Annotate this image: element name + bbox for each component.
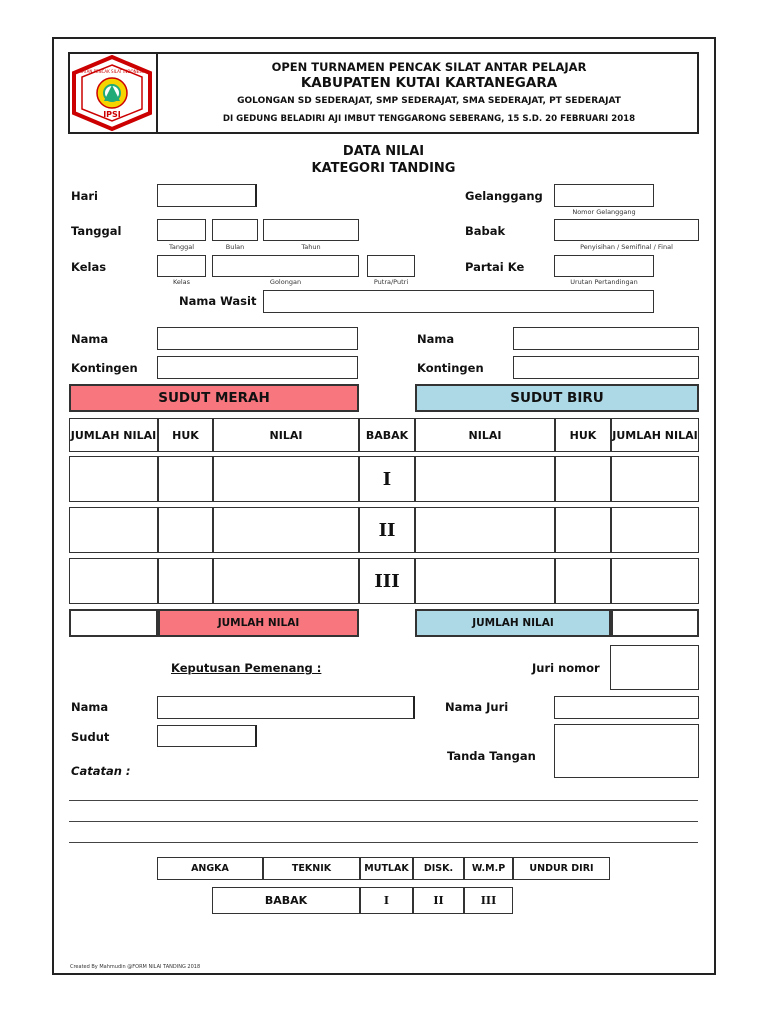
- svg-text:IPSI: IPSI: [103, 110, 121, 119]
- legend-wmp: W.M.P: [464, 857, 513, 880]
- red-jumlah-r1[interactable]: [69, 456, 158, 502]
- round-label-3: III: [359, 558, 415, 604]
- blue-nilai-r3[interactable]: [415, 558, 555, 604]
- sudut-label: Sudut: [71, 730, 110, 744]
- ipsi-logo: [68, 52, 158, 134]
- tanda-tangan-field[interactable]: [554, 724, 699, 778]
- babak-label: Babak: [465, 224, 506, 238]
- catatan-line-2[interactable]: [69, 821, 698, 822]
- blue-kontingen-field[interactable]: [513, 356, 699, 379]
- red-huk-r1[interactable]: [158, 456, 213, 502]
- title-data-nilai: DATA NILAI: [342, 144, 425, 159]
- nama-juri-label: Nama Juri: [445, 700, 509, 714]
- partai-label: Partai Ke: [465, 260, 525, 274]
- partai-caption: Urutan Pertandingan: [570, 278, 638, 286]
- juri-nomor-field[interactable]: [610, 645, 699, 690]
- legend-babak-ii: II: [413, 887, 464, 914]
- header-line-3: GOLONGAN SD SEDERAJAT, SMP SEDERAJAT, SMA SEDERAJAT, PT SEDERAJAT: [237, 96, 621, 106]
- blue-nama-label: Nama: [417, 332, 455, 346]
- golongan-caption: Golongan: [269, 278, 302, 286]
- round-label-1: I: [359, 456, 415, 502]
- red-total-label: JUMLAH NILAI: [158, 609, 359, 637]
- form-page: [52, 37, 716, 975]
- hari-label: Hari: [71, 189, 98, 203]
- svg-text:IKATAN PENCAK SILAT INDONESIA: IKATAN PENCAK SILAT INDONESIA: [78, 69, 146, 74]
- red-kontingen-field[interactable]: [157, 356, 358, 379]
- blue-total-label: JUMLAH NILAI: [415, 609, 611, 637]
- red-nilai-header: NILAI: [213, 418, 359, 452]
- header-line-4: DI GEDUNG BELADIRI AJI IMBUT TENGGARONG SEBERANG, 15 S.D. 20 FEBRUARI 2018: [222, 114, 636, 124]
- sudut-biru-banner: SUDUT BIRU: [415, 384, 699, 412]
- blue-jumlah-r1[interactable]: [611, 456, 699, 502]
- babak-header: BABAK: [359, 418, 415, 452]
- blue-jumlah-r2[interactable]: [611, 507, 699, 553]
- blue-nilai-r1[interactable]: [415, 456, 555, 502]
- putra-putri-field[interactable]: [367, 255, 415, 277]
- red-jumlah-r3[interactable]: [69, 558, 158, 604]
- legend-teknik: TEKNIK: [263, 857, 360, 880]
- legend-babak: BABAK: [212, 887, 360, 914]
- footer-credit: Created By Mahmudin @FORM NILAI TANDING 2018: [70, 964, 201, 970]
- gelanggang-label: Gelanggang: [465, 189, 543, 203]
- bulan-caption: Bulan: [225, 243, 245, 251]
- red-kontingen-label: Kontingen: [71, 361, 138, 375]
- legend-disk: DISK.: [413, 857, 464, 880]
- hari-field[interactable]: [157, 184, 257, 207]
- legend-babak-i: I: [360, 887, 413, 914]
- red-nilai-r2[interactable]: [213, 507, 359, 553]
- tahun-caption: Tahun: [301, 243, 321, 251]
- bulan-field[interactable]: [212, 219, 258, 241]
- blue-huk-header: HUK: [555, 418, 611, 452]
- tanda-tangan-label: Tanda Tangan: [447, 749, 536, 763]
- blue-jumlah-r3[interactable]: [611, 558, 699, 604]
- red-jumlah-header: JUMLAH NILAI: [69, 418, 158, 452]
- babak-caption: Penyisihan / Semifinal / Final: [580, 243, 673, 251]
- tahun-field[interactable]: [263, 219, 359, 241]
- catatan-line-3[interactable]: [69, 842, 698, 843]
- header-line-2: KABUPATEN KUTAI KARTANEGARA: [300, 75, 558, 91]
- legend-angka: ANGKA: [157, 857, 263, 880]
- blue-huk-r3[interactable]: [555, 558, 611, 604]
- sudut-merah-banner: SUDUT MERAH: [69, 384, 359, 412]
- blue-total-field[interactable]: [611, 609, 699, 637]
- blue-huk-r2[interactable]: [555, 507, 611, 553]
- tanggal-field[interactable]: [157, 219, 206, 241]
- kelas-label: Kelas: [71, 260, 107, 274]
- blue-kontingen-label: Kontingen: [417, 361, 484, 375]
- golongan-field[interactable]: [212, 255, 359, 277]
- putra-putri-caption: Putra/Putri: [373, 278, 409, 286]
- keputusan-label: Keputusan Pemenang :: [171, 661, 322, 675]
- nama-juri-field[interactable]: [554, 696, 699, 719]
- red-huk-header: HUK: [158, 418, 213, 452]
- red-nama-label: Nama: [71, 332, 109, 346]
- red-jumlah-r2[interactable]: [69, 507, 158, 553]
- nama-wasit-label: Nama Wasit: [179, 294, 257, 308]
- tanggal-label: Tanggal: [71, 224, 122, 238]
- title-kategori: KATEGORI TANDING: [311, 161, 456, 176]
- round-label-2: II: [359, 507, 415, 553]
- blue-nama-field[interactable]: [513, 327, 699, 350]
- partai-field[interactable]: [554, 255, 654, 277]
- babak-field[interactable]: [554, 219, 699, 241]
- blue-nilai-r2[interactable]: [415, 507, 555, 553]
- nama-wasit-field[interactable]: [263, 290, 654, 313]
- catatan-label: Catatan :: [71, 764, 131, 778]
- gelanggang-caption: Nomor Gelanggang: [572, 208, 636, 216]
- winner-nama-field[interactable]: [157, 696, 415, 719]
- red-nilai-r1[interactable]: [213, 456, 359, 502]
- juri-nomor-label: Juri nomor: [532, 661, 600, 675]
- blue-nilai-header: NILAI: [415, 418, 555, 452]
- gelanggang-field[interactable]: [554, 184, 654, 207]
- legend-babak-iii: III: [464, 887, 513, 914]
- legend-undur-diri: UNDUR DIRI: [513, 857, 610, 880]
- sudut-field[interactable]: [157, 725, 257, 747]
- red-total-field[interactable]: [69, 609, 158, 637]
- red-nilai-r3[interactable]: [213, 558, 359, 604]
- legend-mutlak: MUTLAK: [360, 857, 413, 880]
- red-nama-field[interactable]: [157, 327, 358, 350]
- winner-nama-label: Nama: [71, 700, 109, 714]
- blue-huk-r1[interactable]: [555, 456, 611, 502]
- header-line-1: OPEN TURNAMEN PENCAK SILAT ANTAR PELAJAR: [271, 60, 587, 74]
- tanggal-caption: Tanggal: [168, 243, 195, 251]
- catatan-line-1[interactable]: [69, 800, 698, 801]
- red-huk-r3[interactable]: [158, 558, 213, 604]
- kelas-caption: Kelas: [172, 278, 191, 286]
- blue-jumlah-header: JUMLAH NILAI: [611, 418, 699, 452]
- red-huk-r2[interactable]: [158, 507, 213, 553]
- kelas-field[interactable]: [157, 255, 206, 277]
